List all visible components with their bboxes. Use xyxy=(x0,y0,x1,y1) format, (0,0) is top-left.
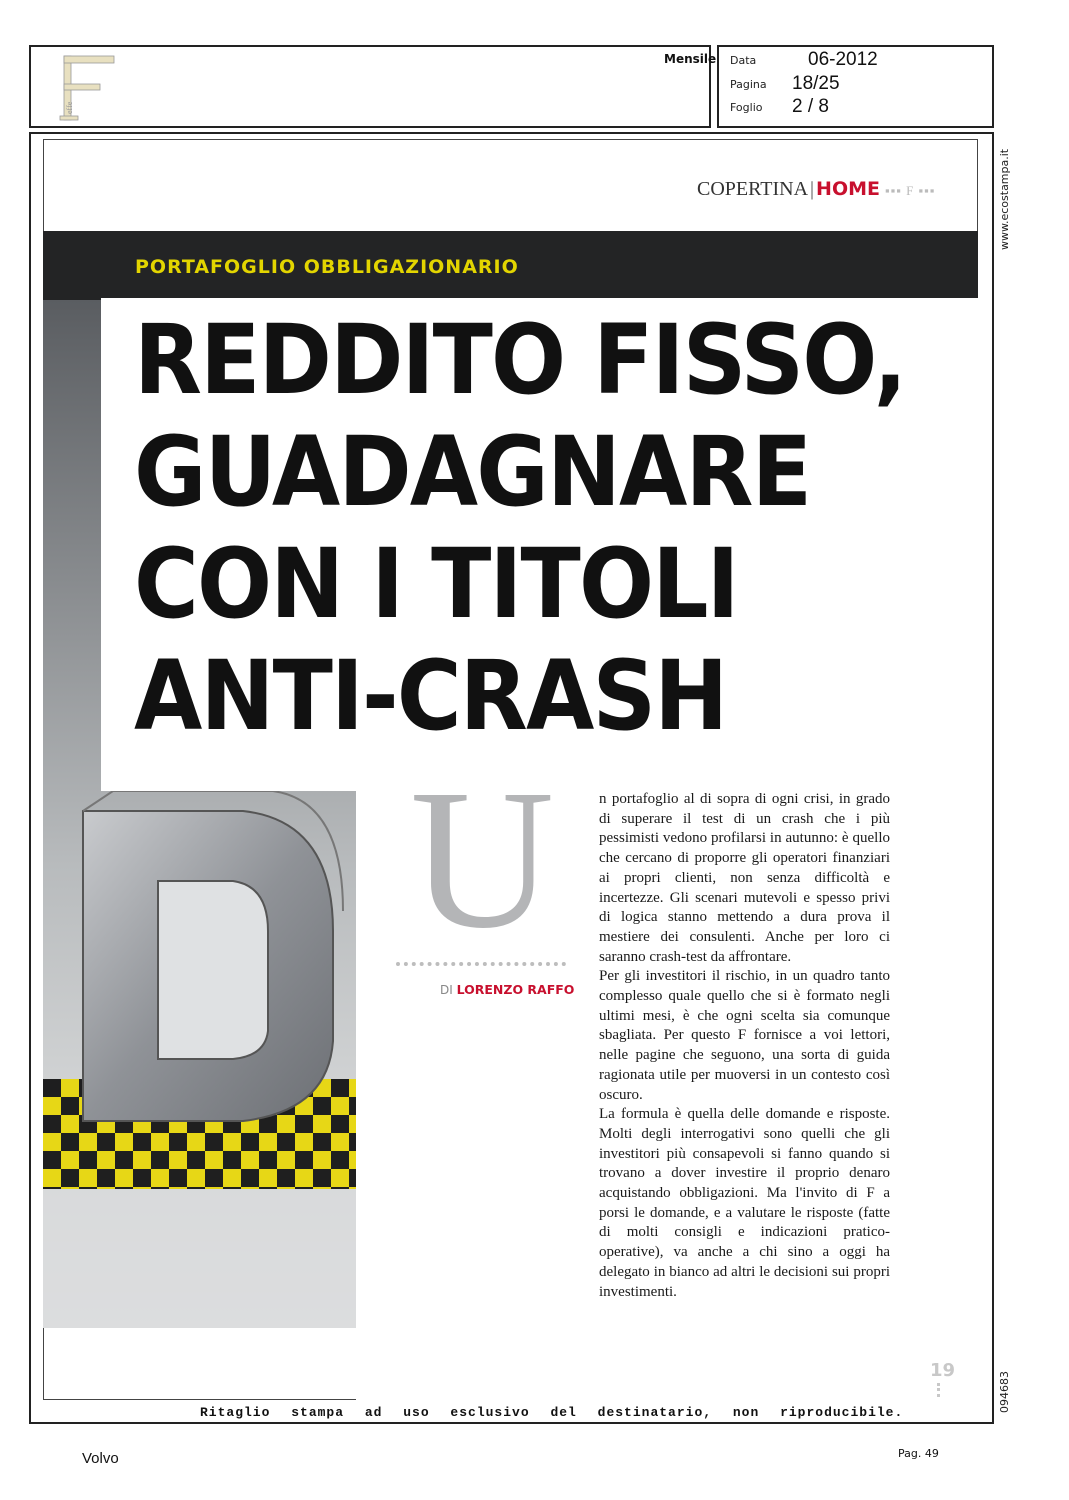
meta-date-value: 06-2012 xyxy=(808,49,878,70)
drop-cap: U xyxy=(410,749,555,970)
headline-line: GUADAGNARE xyxy=(134,416,811,528)
section-dots-icon: ▪▪▪ F ▪▪▪ xyxy=(885,183,936,198)
article-body xyxy=(599,790,890,1302)
section-sub: HOME xyxy=(816,178,880,200)
side-url: www.ecostampa.it xyxy=(998,148,1011,250)
svg-text:effe: effe xyxy=(65,101,74,114)
magazine-logo xyxy=(50,52,120,124)
page-number-dots xyxy=(937,1383,946,1397)
header-left-box xyxy=(29,45,711,128)
metal-letter-d-image xyxy=(43,791,356,1328)
author-name: LORENZO RAFFO xyxy=(456,982,575,997)
meta-page-label: Pagina xyxy=(730,78,767,91)
clipping-notice: Ritaglio stampa ad uso esclusivo del destinatario, non riproducibile. xyxy=(200,1405,904,1420)
section-header xyxy=(697,178,935,201)
meta-sheet-value: 2 / 8 xyxy=(792,96,829,117)
article-headline xyxy=(134,304,906,752)
side-code: 094683 xyxy=(998,1371,1011,1413)
headline-line: CON I TITOLI xyxy=(134,528,738,640)
meta-date-label: Data xyxy=(730,54,757,67)
section-separator: | xyxy=(810,178,815,200)
meta-sheet-label: Foglio xyxy=(730,101,763,114)
frequency-label: Mensile xyxy=(664,52,717,66)
byline xyxy=(440,982,574,997)
body-paragraph: La formula è quella delle domande e risposte. Molti degli interrogativi sono quelli che gli investitori più consapevoli si fanno quando si trovano a dover investire il proprio denaro acquistando obbligazioni. Ma l'invito di F a porsi le domande, e a valutare le risposte (fatte di molti consigli e indicazioni pratico-operative), va anche a chi sino a oggi ha delegato in bianco ad altri le decisioni sui propri investimenti. xyxy=(599,1106,890,1300)
headline-line: REDDITO FISSO, xyxy=(134,304,906,416)
byline-divider xyxy=(396,962,566,966)
body-paragraph: Per gli investitori il rischio, in un quadro tanto complesso quale quello che si è formato negli ultimi mesi, è che ogni scelta sia comunque sbagliata. Per questo F fornisce a voi lettori, nelle pagine che seguono, una sorta di guida ragionata utile per muoversi in un contesto così oscuro. xyxy=(599,968,890,1103)
headline-line: ANTI-CRASH xyxy=(134,640,727,752)
magazine-page-number: 19 xyxy=(930,1360,956,1381)
page-counter: Pag. 49 xyxy=(898,1447,939,1460)
section-name: COPERTINA xyxy=(697,178,809,200)
meta-page-value: 18/25 xyxy=(792,73,840,94)
body-paragraph: n portafoglio al di sopra di ogni crisi, in grado di superare il test di un crash che i più pessimisti vedono profilarsi in autunno: è quello che cercano di proporre gli operatori finanziari ai propri clienti, non senza difficoltà e incertezze. Gli scenari mutevoli e spesso privi di logica stanno mettendo a dura prova il mestiere dei consulenti. Anche per loro ci saranno crash-test da affrontare. xyxy=(599,791,890,965)
byline-prefix: DI xyxy=(440,983,453,997)
client-name: Volvo xyxy=(82,1450,119,1467)
article-kicker: PORTAFOGLIO OBBLIGAZIONARIO xyxy=(135,256,519,278)
